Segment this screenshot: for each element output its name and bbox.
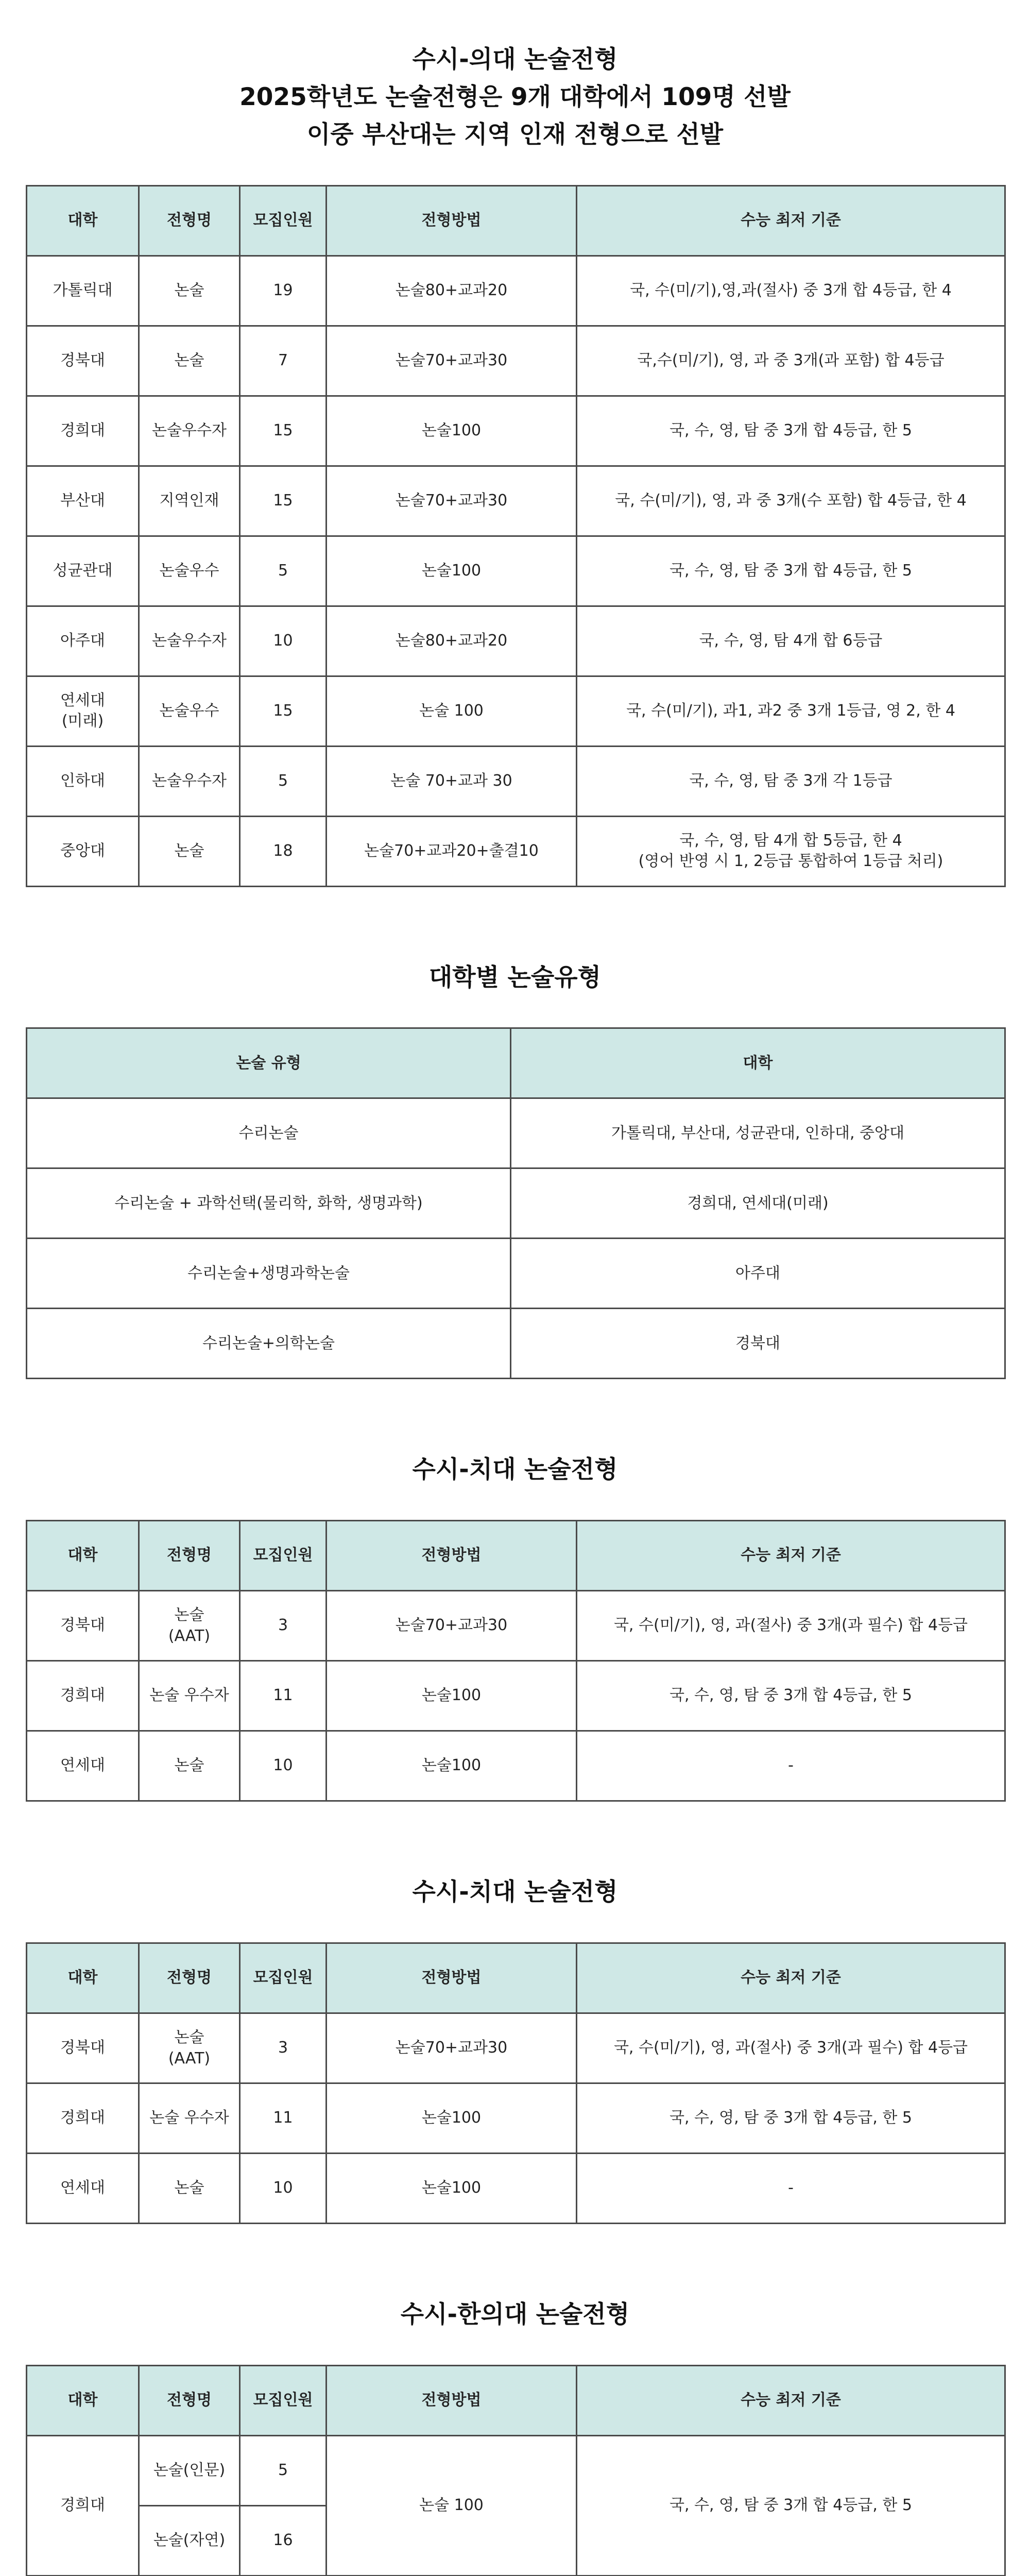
header-cell: 대학 <box>27 185 139 256</box>
univ-cell: 연세대 (미래) <box>27 676 139 746</box>
table-row <box>27 2435 1005 2505</box>
track-cell: 논술우수자 <box>139 746 240 816</box>
univ-cell: 연세대 <box>27 1731 139 1801</box>
count-cell: 7 <box>240 326 327 396</box>
min-cell: - <box>577 2154 1005 2224</box>
header-cell: 전형방법 <box>327 185 577 256</box>
count-cell: 15 <box>240 676 327 746</box>
header-cell: 대학 <box>27 1521 139 1591</box>
table-row <box>27 1239 1005 1309</box>
method-cell: 논술70+교과20+출결10 <box>327 816 577 886</box>
min-cell: 국, 수(미/기), 과1, 과2 중 3개 1등급, 영 2, 한 4 <box>577 676 1005 746</box>
method-cell: 논술70+교과30 <box>327 1591 577 1661</box>
method-cell: 논술100 <box>327 2083 577 2154</box>
univ-cell: 중앙대 <box>27 816 139 886</box>
track-cell: 논술 <box>139 1731 240 1801</box>
track-cell: 논술우수자 <box>139 606 240 676</box>
header-cell: 대학 <box>27 1943 139 2013</box>
medical-title-line-2: 2025학년도 논술전형은 9개 대학에서 109명 선발 <box>239 82 791 111</box>
univ-cell: 아주대 <box>27 606 139 676</box>
table-row <box>27 256 1005 326</box>
min-cell: 국, 수(미/기),영,과(절사) 중 3개 합 4등급, 한 4 <box>577 256 1005 326</box>
track-cell: 지역인재 <box>139 466 240 536</box>
header-cell: 전형방법 <box>327 2365 577 2435</box>
univ-cell: 성균관대 <box>27 536 139 606</box>
method-cell: 논술100 <box>327 2154 577 2224</box>
table-row <box>27 676 1005 746</box>
count-cell: 15 <box>240 396 327 466</box>
track-cell: 논술 우수자 <box>139 2083 240 2154</box>
track-cell: 논술(인문) <box>139 2435 240 2505</box>
oriental-table <box>26 2365 1006 2576</box>
header-cell: 모집인원 <box>240 1943 327 2013</box>
essay-type-cell: 수리논술 + 과학선택(물리학, 화학, 생명과학) <box>27 1168 511 1239</box>
method-cell: 논술80+교과20 <box>327 256 577 326</box>
types-header-type: 논술 유형 <box>27 1028 511 1098</box>
track-cell: 논술 (AAT) <box>139 2013 240 2083</box>
table-row <box>27 2154 1005 2224</box>
track-cell: 논술 <box>139 2154 240 2224</box>
table-row <box>27 1168 1005 1239</box>
univ-cell: 인하대 <box>27 746 139 816</box>
header-cell: 전형명 <box>139 2365 240 2435</box>
table-row <box>27 606 1005 676</box>
track-cell: 논술우수 <box>139 536 240 606</box>
min-cell: - <box>577 1731 1005 1801</box>
count-cell: 10 <box>240 606 327 676</box>
header-cell: 수능 최저 기준 <box>577 185 1005 256</box>
types-table <box>26 1027 1006 1379</box>
header-cell: 전형방법 <box>327 1521 577 1591</box>
min-cell: 국,수(미/기), 영, 과 중 3개(과 포함) 합 4등급 <box>577 326 1005 396</box>
dental-table-2 <box>26 1942 1006 2224</box>
count-cell: 5 <box>240 746 327 816</box>
count-cell: 16 <box>240 2505 327 2575</box>
univ-cell: 연세대 <box>27 2154 139 2224</box>
types-header-univ: 대학 <box>511 1028 1005 1098</box>
track-cell: 논술 우수자 <box>139 1661 240 1731</box>
table-row <box>27 1731 1005 1801</box>
header-cell: 수능 최저 기준 <box>577 2365 1005 2435</box>
dental-title-2: 수시-치대 논술전형 <box>412 1878 618 1907</box>
count-cell: 3 <box>240 1591 327 1661</box>
medical-title-line-1: 수시-의대 논술전형 <box>412 45 618 74</box>
essay-type-cell: 수리논술+생명과학논술 <box>27 1239 511 1309</box>
univ-cell: 경희대 <box>27 2435 139 2575</box>
track-cell: 논술우수 <box>139 676 240 746</box>
header-cell: 수능 최저 기준 <box>577 1943 1005 2013</box>
track-cell: 논술 (AAT) <box>139 1591 240 1661</box>
table-row <box>27 1661 1005 1731</box>
count-cell: 11 <box>240 1661 327 1731</box>
univ-cell: 경북대 <box>27 326 139 396</box>
min-cell: 국, 수, 영, 탐 중 3개 합 4등급, 한 5 <box>577 1661 1005 1731</box>
min-cell: 국, 수, 영, 탐 4개 합 5등급, 한 4 (영어 반영 시 1, 2등급 통합하여 1등급 처리) <box>577 816 1005 886</box>
types-title: 대학별 논술유형 <box>428 963 602 992</box>
min-cell: 국, 수, 영, 탐 4개 합 6등급 <box>577 606 1005 676</box>
count-cell: 11 <box>240 2083 327 2154</box>
min-cell: 국, 수(미/기), 영, 과(절사) 중 3개(과 필수) 합 4등급 <box>577 1591 1005 1661</box>
table-row <box>27 2083 1005 2154</box>
method-cell: 논술80+교과20 <box>327 606 577 676</box>
method-cell: 논술 100 <box>327 2435 577 2575</box>
table-header <box>27 185 1005 256</box>
count-cell: 19 <box>240 256 327 326</box>
table-row <box>27 1309 1005 1379</box>
track-cell: 논술 <box>139 816 240 886</box>
table-row <box>27 816 1005 886</box>
table-row <box>27 2013 1005 2083</box>
header-cell: 전형명 <box>139 1943 240 2013</box>
header-cell: 모집인원 <box>240 185 327 256</box>
method-cell: 논술100 <box>327 396 577 466</box>
univ-cell: 부산대 <box>27 466 139 536</box>
univ-list-cell: 아주대 <box>511 1239 1005 1309</box>
table-row <box>27 746 1005 816</box>
univ-cell: 가톨릭대 <box>27 256 139 326</box>
method-cell: 논술 70+교과 30 <box>327 746 577 816</box>
header-cell: 모집인원 <box>240 2365 327 2435</box>
dental-title: 수시-치대 논술전형 <box>412 1455 618 1484</box>
header-cell: 전형명 <box>139 185 240 256</box>
min-cell: 국, 수, 영, 탐 중 3개 합 4등급, 한 5 <box>577 2083 1005 2154</box>
track-cell: 논술(자연) <box>139 2505 240 2575</box>
univ-list-cell: 경북대 <box>511 1309 1005 1379</box>
method-cell: 논술70+교과30 <box>327 466 577 536</box>
univ-cell: 경희대 <box>27 396 139 466</box>
medical-title <box>0 41 1030 154</box>
table-row <box>27 1591 1005 1661</box>
track-cell: 논술 <box>139 256 240 326</box>
min-cell: 국, 수, 영, 탐 중 3개 합 4등급, 한 5 <box>577 536 1005 606</box>
univ-cell: 경북대 <box>27 1591 139 1661</box>
header-cell: 모집인원 <box>240 1521 327 1591</box>
essay-type-cell: 수리논술 <box>27 1098 511 1168</box>
header-cell: 전형명 <box>139 1521 240 1591</box>
header-cell: 대학 <box>27 2365 139 2435</box>
method-cell: 논술 100 <box>327 676 577 746</box>
medical-title-line-3: 이중 부산대는 지역 인재 전형으로 선발 <box>306 120 724 149</box>
min-cell: 국, 수, 영, 탐 중 3개 합 4등급, 한 5 <box>577 2435 1005 2575</box>
univ-list-cell: 가톨릭대, 부산대, 성균관대, 인하대, 중앙대 <box>511 1098 1005 1168</box>
count-cell: 18 <box>240 816 327 886</box>
count-cell: 15 <box>240 466 327 536</box>
track-cell: 논술우수자 <box>139 396 240 466</box>
count-cell: 5 <box>240 2435 327 2505</box>
univ-cell: 경희대 <box>27 2083 139 2154</box>
count-cell: 10 <box>240 2154 327 2224</box>
univ-cell: 경북대 <box>27 2013 139 2083</box>
essay-type-cell: 수리논술+의학논술 <box>27 1309 511 1379</box>
table-row <box>27 396 1005 466</box>
method-cell: 논술70+교과30 <box>327 326 577 396</box>
medical-table <box>26 185 1006 887</box>
method-cell: 논술100 <box>327 1731 577 1801</box>
table-row <box>27 536 1005 606</box>
min-cell: 국, 수, 영, 탐 중 3개 합 4등급, 한 5 <box>577 396 1005 466</box>
oriental-title: 수시-한의대 논술전형 <box>400 2300 630 2329</box>
table-row <box>27 1098 1005 1168</box>
count-cell: 10 <box>240 1731 327 1801</box>
min-cell: 국, 수(미/기), 영, 과 중 3개(수 포함) 합 4등급, 한 4 <box>577 466 1005 536</box>
method-cell: 논술100 <box>327 1661 577 1731</box>
count-cell: 5 <box>240 536 327 606</box>
method-cell: 논술100 <box>327 536 577 606</box>
table-row <box>27 326 1005 396</box>
header-cell: 수능 최저 기준 <box>577 1521 1005 1591</box>
min-cell: 국, 수(미/기), 영, 과(절사) 중 3개(과 필수) 합 4등급 <box>577 2013 1005 2083</box>
min-cell: 국, 수, 영, 탐 중 3개 각 1등급 <box>577 746 1005 816</box>
method-cell: 논술70+교과30 <box>327 2013 577 2083</box>
table-row <box>27 466 1005 536</box>
header-cell: 전형방법 <box>327 1943 577 2013</box>
track-cell: 논술 <box>139 326 240 396</box>
univ-list-cell: 경희대, 연세대(미래) <box>511 1168 1005 1239</box>
dental-table <box>26 1520 1006 1802</box>
univ-cell: 경희대 <box>27 1661 139 1731</box>
count-cell: 3 <box>240 2013 327 2083</box>
